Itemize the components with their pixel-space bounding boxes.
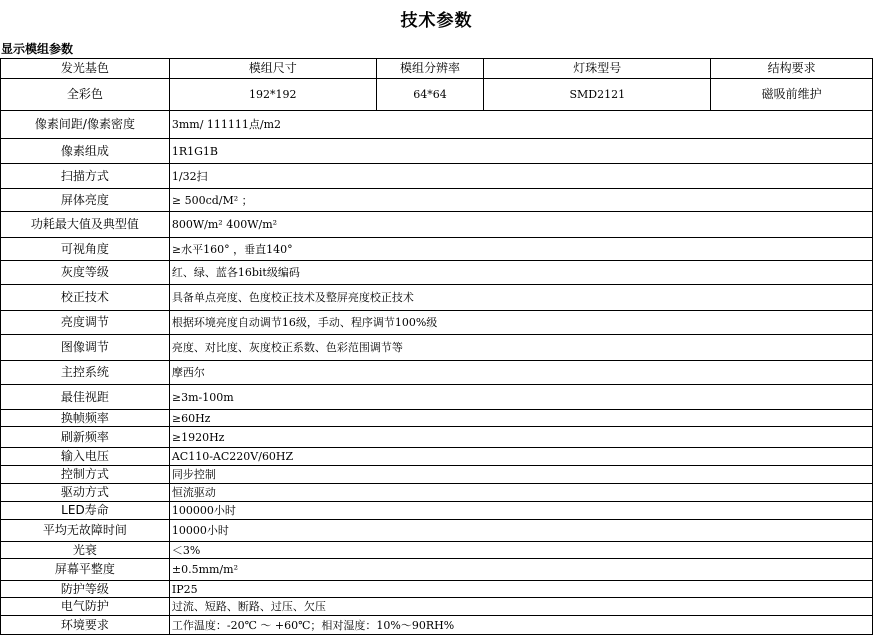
row-label: 环境要求 [1,616,170,635]
header-cell: 发光基色 [1,59,170,79]
row-label: LED寿命 [1,502,170,520]
table-row [1,466,873,484]
row-label: 电气防护 [1,598,170,616]
row-label: 换帧频率 [1,410,170,427]
row-value: 亮度、对比度、灰度校正系数、色彩范围调节等 [169,335,872,361]
row-value: AC110-AC220V/60HZ [169,448,872,466]
table-row [1,238,873,261]
row-value: ≥ 500cd/M² ； [169,189,872,212]
table-row [1,139,873,164]
row-label: 像素间距/像素密度 [1,111,170,139]
table-row [1,311,873,335]
row-label: 主控系统 [1,361,170,385]
table-row [1,559,873,581]
row-value: ±0.5mm/m² [169,559,872,581]
table-row [1,410,873,427]
row-value: 过流、短路、断路、过压、欠压 [169,598,872,616]
row-label: 驱动方式 [1,484,170,502]
row-label: 图像调节 [1,335,170,361]
spec-table [0,58,873,635]
table-row [1,542,873,559]
row-value: 1R1G1B [169,139,872,164]
row-value: IP25 [169,581,872,598]
row-label: 控制方式 [1,466,170,484]
header-cell: 结构要求 [711,59,873,79]
table-row [1,335,873,361]
row-value: 恒流驱动 [169,484,872,502]
row-label: 屏幕平整度 [1,559,170,581]
table-row [1,285,873,311]
row-label: 最佳视距 [1,385,170,410]
table-row [1,189,873,212]
data-cell: 磁吸前维护 [711,79,873,111]
header-row [1,59,873,79]
table-row [1,616,873,635]
row-value: 10000小时 [169,520,872,542]
table-row [1,261,873,285]
row-value: 3mm/ 111111点/m2 [169,111,872,139]
row-label: 校正技术 [1,285,170,311]
data-cell: 64*64 [376,79,484,111]
row-label: 刷新频率 [1,427,170,448]
row-value: 1/32扫 [169,164,872,189]
first-data-row [1,79,873,111]
row-label: 灰度等级 [1,261,170,285]
section-title: 显示模组参数 [1,42,74,56]
header-cell: 模组分辨率 [376,59,484,79]
row-value: 摩西尔 [169,361,872,385]
row-value: ≥3m-100m [169,385,872,410]
data-cell: SMD2121 [484,79,711,111]
table-row [1,164,873,189]
row-label: 光衰 [1,542,170,559]
row-label: 平均无故障时间 [1,520,170,542]
data-cell: 192*192 [169,79,376,111]
table-row [1,212,873,238]
table-row [1,448,873,466]
header-cell: 灯珠型号 [484,59,711,79]
row-value: 同步控制 [169,466,872,484]
table-row [1,520,873,542]
row-value: 工作温度：-20℃ ～ +60℃；相对湿度：10%～90RH% [169,616,872,635]
row-value: ＜3% [169,542,872,559]
row-value: 具备单点亮度、色度校正技术及整屏亮度校正技术 [169,285,872,311]
row-label: 屏体亮度 [1,189,170,212]
table-row [1,111,873,139]
row-value: 800W/m² 400W/m² [169,212,872,238]
table-row [1,427,873,448]
row-value: ≥水平160° ，垂直140° [169,238,872,261]
table-row [1,484,873,502]
row-label: 像素组成 [1,139,170,164]
table-row [1,502,873,520]
row-label: 防护等级 [1,581,170,598]
row-value: 红、绿、蓝各16bit级编码 [169,261,872,285]
data-cell: 全彩色 [1,79,170,111]
row-label: 可视角度 [1,238,170,261]
row-label: 输入电压 [1,448,170,466]
row-value: 100000小时 [169,502,872,520]
page-title: 技术参数 [400,11,473,31]
row-label: 扫描方式 [1,164,170,189]
table-row [1,361,873,385]
table-row [1,385,873,410]
row-label: 亮度调节 [1,311,170,335]
row-label: 功耗最大值及典型值 [1,212,170,238]
row-value: ≥1920Hz [169,427,872,448]
table-row [1,598,873,616]
row-value: ≥60Hz [169,410,872,427]
table-row [1,581,873,598]
header-cell: 模组尺寸 [169,59,376,79]
row-value: 根据环境亮度自动调节16级，手动、程序调节100%级 [169,311,872,335]
